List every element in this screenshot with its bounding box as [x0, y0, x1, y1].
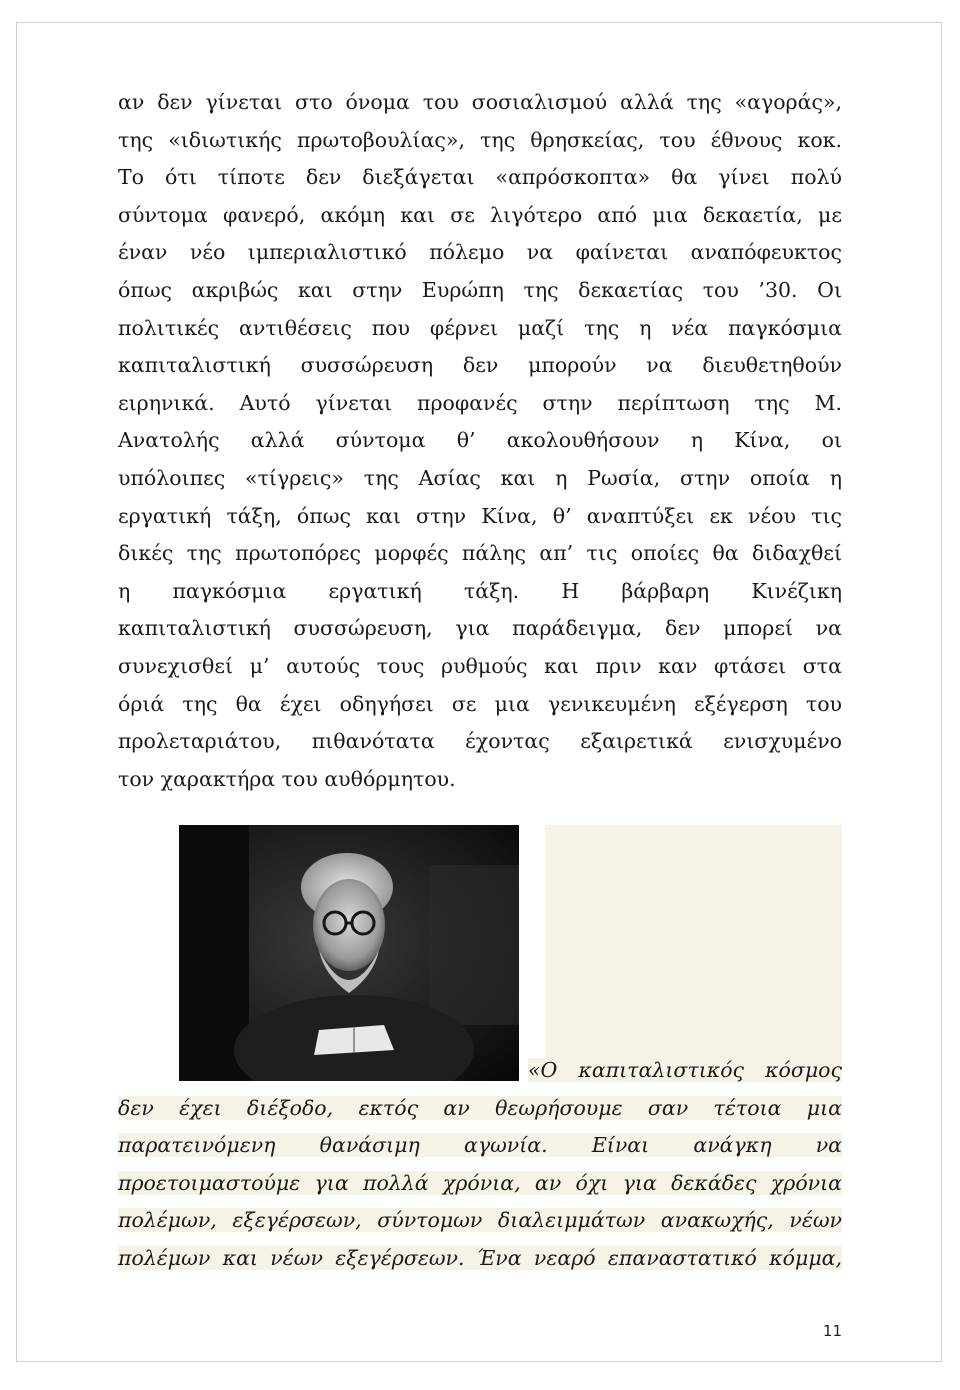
quote-highlight-block — [545, 825, 842, 1063]
body-line: υπόλοιπες «τίγρεις» της Ασίας και η Ρωσία, στην οποία η — [118, 465, 842, 490]
quote-line-text: πολέμων και νέων εξεγέρσεων. Ένα νεαρό επαναστατικό κόμμα, — [118, 1245, 842, 1270]
body-line: αν δεν γίνεται στο όνομα του σοσιαλισμού αλλά της «αγοράς», — [118, 90, 842, 114]
body-line: καπιταλιστική συσσώρευση δεν μπορούν να διευθετηθούν — [118, 353, 842, 378]
quote-line — [118, 1052, 842, 1090]
body-line: πολιτικές αντιθέσεις που φέρνει μαζί της η νέα παγκόσμια — [118, 315, 842, 340]
quote-line-text: «Ο καπιταλιστικός κόσμος — [528, 1058, 842, 1082]
quote-line — [118, 1127, 842, 1165]
quote-line — [118, 1165, 842, 1203]
quote-line — [118, 1202, 842, 1240]
quote-block — [118, 1052, 842, 1278]
body-line: συνεχισθεί μ’ αυτούς τους ρυθμούς και πριν καν φτάσει στα — [118, 653, 842, 678]
portrait-photo — [179, 825, 519, 1081]
body-paragraph — [118, 84, 842, 798]
body-line: εργατική τάξη, όπως και στην Κίνα, θ’ αναπτύξει εκ νέου τις — [118, 503, 842, 528]
quote-line — [118, 1090, 842, 1128]
quote-line-text: πολέμων, εξεγέρσεων, σύντομων διαλειμμάτων ανακωχής, νέων — [118, 1208, 842, 1233]
body-line-last: τον χαρακτήρα του αυθόρμητου. — [118, 766, 456, 791]
body-line: σύντομα φανερό, ακόμη και σε λιγότερο από μια δεκαετία, με — [118, 202, 842, 227]
body-line: καπιταλιστική συσσώρευση, για παράδειγμα, δεν μπορεί να — [118, 616, 842, 641]
portrait-image — [179, 825, 519, 1081]
quote-line-text: παρατεινόμενη θανάσιμη αγωνία. Είναι ανάγκη να — [118, 1133, 842, 1158]
body-line: δικές της πρωτοπόρες μορφές πάλης απ’ τις οποίες θα διδαχθεί — [118, 541, 842, 566]
body-line: όπως ακριβώς και στην Ευρώπη της δεκαετίας του ’30. Οι — [118, 277, 842, 302]
body-line: της «ιδιωτικής πρωτοβουλίας», της θρησκείας, του έθνους κοκ. — [118, 127, 842, 152]
page-number: 11 — [822, 1322, 842, 1340]
body-line: ειρηνικά. Αυτό γίνεται προφανές στην περίπτωση της Μ. — [118, 390, 842, 415]
body-line: η παγκόσμια εργατική τάξη. Η βάρβαρη Κινέζικη — [118, 578, 842, 603]
body-line: έναν νέο ιμπεριαλιστικό πόλεμο να φαίνεται αναπόφευκτος — [118, 240, 842, 265]
body-line: όριά της θα έχει οδηγήσει σε μια γενικευμένη εξέγερση του — [118, 691, 842, 716]
quote-line — [118, 1240, 842, 1278]
quote-line-text: προετοιμαστούμε για πολλά χρόνια, αν όχι για δεκάδες χρόνια — [118, 1170, 842, 1195]
body-line: Ανατολής αλλά σύντομα θ’ ακολουθήσουν η Κίνα, οι — [118, 428, 842, 453]
quote-line-text: δεν έχει διέξοδο, εκτός αν θεωρήσουμε σαν τέτοια μια — [118, 1095, 842, 1120]
body-line: Το ότι τίποτε δεν διεξάγεται «απρόσκοπτα» θα γίνει πολύ — [118, 165, 842, 190]
body-line: προλεταριάτου, πιθανότατα έχοντας εξαιρετικά ενισχυμένο — [118, 729, 842, 754]
